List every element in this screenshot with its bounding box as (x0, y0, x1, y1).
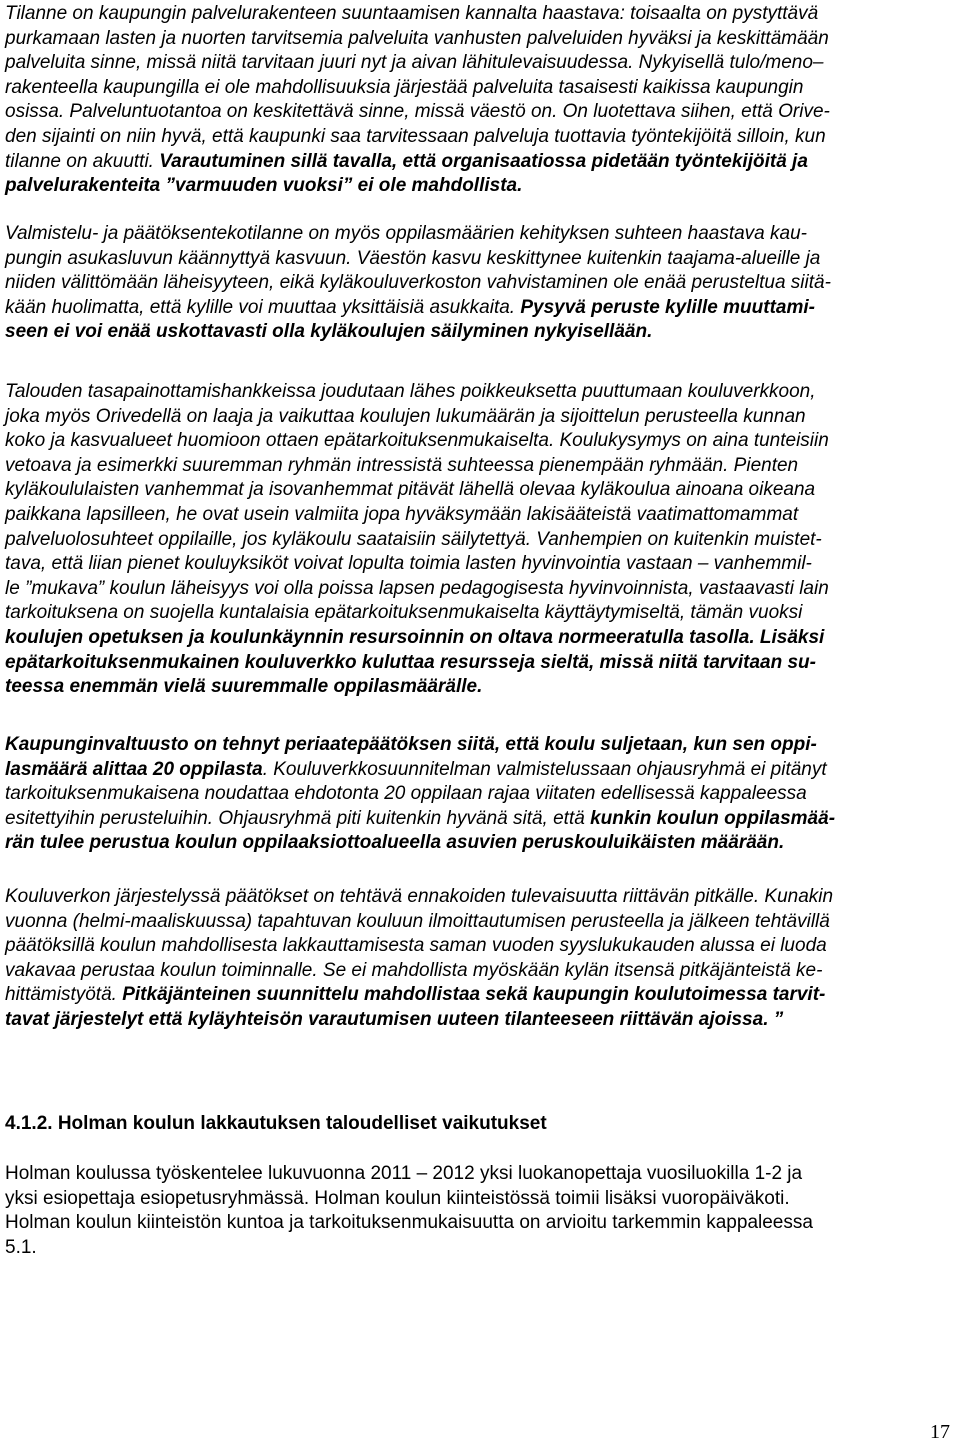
text-line (5, 528, 955, 553)
text-line (5, 934, 955, 959)
quote-paragraph-1 (5, 2, 955, 199)
text-line (5, 150, 955, 175)
text-line (5, 174, 955, 199)
text-run: Holman koulun kiinteistön kuntoa ja tarkoituksenmukaisuutta on arvioitu tarkemmin kappaleessa (5, 1212, 813, 1234)
text-line (5, 983, 955, 1008)
section-heading: 4.1.2. Holman koulun lakkautuksen taloudelliset vaikutukset (5, 1113, 547, 1134)
text-run: hittämistyötä. (5, 984, 123, 1006)
text-line (5, 380, 955, 405)
text-run: palveluita sinne, missä niitä tarvitaan juuri nyt ja aivan lähitulevaisuudessa. Nykyisellä tulo/meno– (5, 52, 824, 74)
text-line (5, 831, 955, 856)
text-run: Valmistelu- ja päätöksentekotilanne on myös oppilasmäärien kehityksen suhteen haastava kau- (5, 223, 807, 244)
text-line (5, 782, 955, 807)
text-line (5, 100, 955, 125)
text-run: Holman koulussa työskentelee lukuvuonna 2011 – 2012 yksi luokanopettaja vuosiluokilla 1-2 ja (5, 1163, 803, 1184)
text-run: joka myös Orivedellä on laaja ja vaikuttaa koulujen lukumäärän ja sijoittelun perusteella kunnan (5, 405, 806, 427)
text-line (5, 320, 955, 345)
quote-paragraph-4 (5, 733, 955, 856)
text-run: rakenteella kaupungilla ei ole mahdollisuuksia järjestää palveluita tasaisesti kaikissa kaupungin (5, 76, 804, 98)
text-line (5, 2, 955, 27)
text-line (5, 1187, 955, 1212)
text-run: tava, että liian pienet kouluyksiköt voivat lopulta toimia lasten hyvinvointia vastaan – vanhemmil- (5, 553, 812, 575)
text-line (5, 76, 955, 101)
text-run: Talouden tasapainottamishankkeissa joudutaan lähes poikkeuksetta puuttumaan kouluverkkoon, (5, 381, 816, 402)
text-line (5, 51, 955, 76)
text-line (5, 503, 955, 528)
text-run: osissa. Palveluntuotantoa on keskitettävä sinne, missä väestö on. On luotettava siihen, että Orive- (5, 101, 830, 123)
text-run: vetoava ja esimerkki suuremman ryhmän intressistä suhteessa pienempään ryhmään. Pienten (5, 454, 799, 476)
text-line (5, 478, 955, 503)
bold-text: epätarkoituksenmukainen kouluverkko kuluttaa resursseja sieltä, missä niitä tarvitaan su- (5, 651, 816, 673)
text-run: esitettyihin perusteluihin. Ohjausryhmä piti kuitenkin hyvänä sitä, että (5, 807, 591, 829)
text-run: vakavaa perustaa koulun toiminnalle. Se ei mahdollista myöskään kylän itsensä pitkäjänteistä ke- (5, 959, 823, 981)
text-run: . Kouluverkkosuunnitelman valmistelussaan ohjausryhmä ei pitänyt (262, 758, 827, 780)
text-run: vuonna (helmi-maaliskuussa) tapahtuvan kouluun ilmoittautumisen perusteella ja jälkeen tehtävillä (5, 910, 830, 932)
text-line (5, 1162, 955, 1187)
text-line (5, 552, 955, 577)
quote-paragraph-2 (5, 222, 955, 345)
text-run: tilanne on akuutti. (5, 150, 160, 172)
bold-text: seen ei voi enää uskottavasti olla kyläkoulujen säilyminen nykyisellään. (5, 321, 653, 343)
bold-text: Kaupunginvaltuusto on tehnyt periaatepäätöksen siitä, että koulu suljetaan, kun sen oppi- (5, 734, 817, 755)
bold-text: rän tulee perustua koulun oppilaaksiottoalueella asuvien peruskouluikäisten määrään. (5, 832, 785, 854)
text-line (5, 1008, 955, 1033)
text-line (5, 429, 955, 454)
text-line (5, 733, 955, 758)
bold-text: lasmäärä alittaa 20 oppilasta (5, 758, 263, 780)
text-run: 5.1. (5, 1236, 37, 1258)
text-run: Tilanne on kaupungin palvelurakenteen suuntaamisen kannalta haastava: toisaalta on pystyttävä (5, 3, 819, 24)
text-run: tarkoituksenmukaisena noudattaa ehdotonta 20 oppilaan rajaa viitaten edellisessä kappaleessa (5, 783, 807, 805)
text-run: yksi esiopettaja esiopetusryhmässä. Holman koulun kiinteistössä toimii lisäksi vuoropäiväkoti. (5, 1187, 790, 1209)
text-run: tarkoituksena on suojella kuntalaisia epätarkoituksenmukaiselta käyttäytymiseltä, tämän vuoksi (5, 602, 803, 624)
text-run: paikkana lapsilleen, he ovat usein valmiita jopa hyväksymään lakisääteistä vaatimattomammat (5, 503, 799, 525)
text-run: niiden välittömään läheisyyteen, eikä kyläkouluverkoston vahvistaminen ole enää perusteltua siitä- (5, 272, 831, 294)
quote-paragraph-3 (5, 380, 955, 700)
text-line (5, 271, 955, 296)
text-line (5, 1211, 955, 1236)
text-line (5, 601, 955, 626)
bold-text: palvelurakenteita ”varmuuden vuoksi” ei ole mahdollista. (5, 175, 523, 197)
quote-paragraph-5 (5, 885, 955, 1033)
text-line (5, 454, 955, 479)
text-run: purkamaan lasten ja nuorten tarvitsemia palveluita vanhusten palveluiden hyväksi ja keskittämään (5, 27, 829, 49)
text-line (5, 910, 955, 935)
text-run: päätöksillä koulun mahdollisesta lakkauttamisesta saman vuoden syyslukukauden alussa ei luoda (5, 935, 827, 957)
text-run: kyläkoululaisten vanhemmat ja isovanhemmat pitävät lähellä olevaa kyläkoulua ainoana oikeana (5, 479, 816, 501)
bold-text: Pysyvä peruste kylille muuttami- (520, 296, 815, 318)
text-run: le ”mukava” koulun läheisyys voi olla poissa lapsen pedagogisesta hyvinvoinnista, vastaavasti lain (5, 577, 829, 599)
text-line (5, 626, 955, 651)
bold-text: koulujen opetuksen ja koulunkäynnin resursoinnin on oltava normeeratulla tasolla. Lisäksi (5, 626, 825, 648)
text-line (5, 577, 955, 602)
text-run: palveluolosuhteet oppilaille, jos kyläkoulu saataisiin säilytettyä. Vanhempien on kuitenkin muistet- (5, 528, 822, 550)
bold-text: teessa enemmän vielä suuremmalle oppilasmäärälle. (5, 676, 483, 698)
text-line (5, 222, 955, 247)
text-line (5, 296, 955, 321)
text-run: den sijainti on niin hyvä, että kaupunki saa tarvitessaan palveluja tuottavia työntekijöitä silloin, kun (5, 125, 826, 147)
text-run: pungin asukasluvun käännyttyä kasvuun. Väestön kasvu keskittynee kuitenkin taajama-alueille ja (5, 247, 821, 269)
page-number: 17 (930, 1421, 950, 1443)
text-line (5, 405, 955, 430)
bold-text: Varautuminen sillä tavalla, että organisaatiossa pidetään työntekijöitä ja (159, 150, 808, 172)
text-run: Kouluverkon järjestelyssä päätökset on tehtävä ennakoiden tulevaisuutta riittävän pitkälle. Kunakin (5, 886, 834, 907)
text-line (5, 807, 955, 832)
text-line (5, 885, 955, 910)
text-line (5, 1236, 955, 1261)
text-line (5, 959, 955, 984)
text-line (5, 675, 955, 700)
text-run: kään huolimatta, että kylille voi muuttaa yksittäisiä asukkaita. (5, 296, 521, 318)
text-line (5, 758, 955, 783)
text-line (5, 125, 955, 150)
bold-text: kunkin koulun oppilasmää- (590, 807, 836, 829)
body-paragraph (5, 1162, 955, 1260)
text-line (5, 27, 955, 52)
bold-text: Pitkäjänteinen suunnittelu mahdollistaa sekä kaupungin koulutoimessa tarvit- (122, 984, 826, 1006)
text-line (5, 247, 955, 272)
text-run: koko ja kasvualueet huomioon ottaen epätarkoituksenmukaiselta. Koulukysymys on aina tunteisiin (5, 430, 829, 452)
bold-text: tavat järjestelyt että kyläyhteisön varautumisen uuteen tilanteeseen riittävän ajoissa. ” (5, 1008, 784, 1030)
text-line (5, 651, 955, 676)
